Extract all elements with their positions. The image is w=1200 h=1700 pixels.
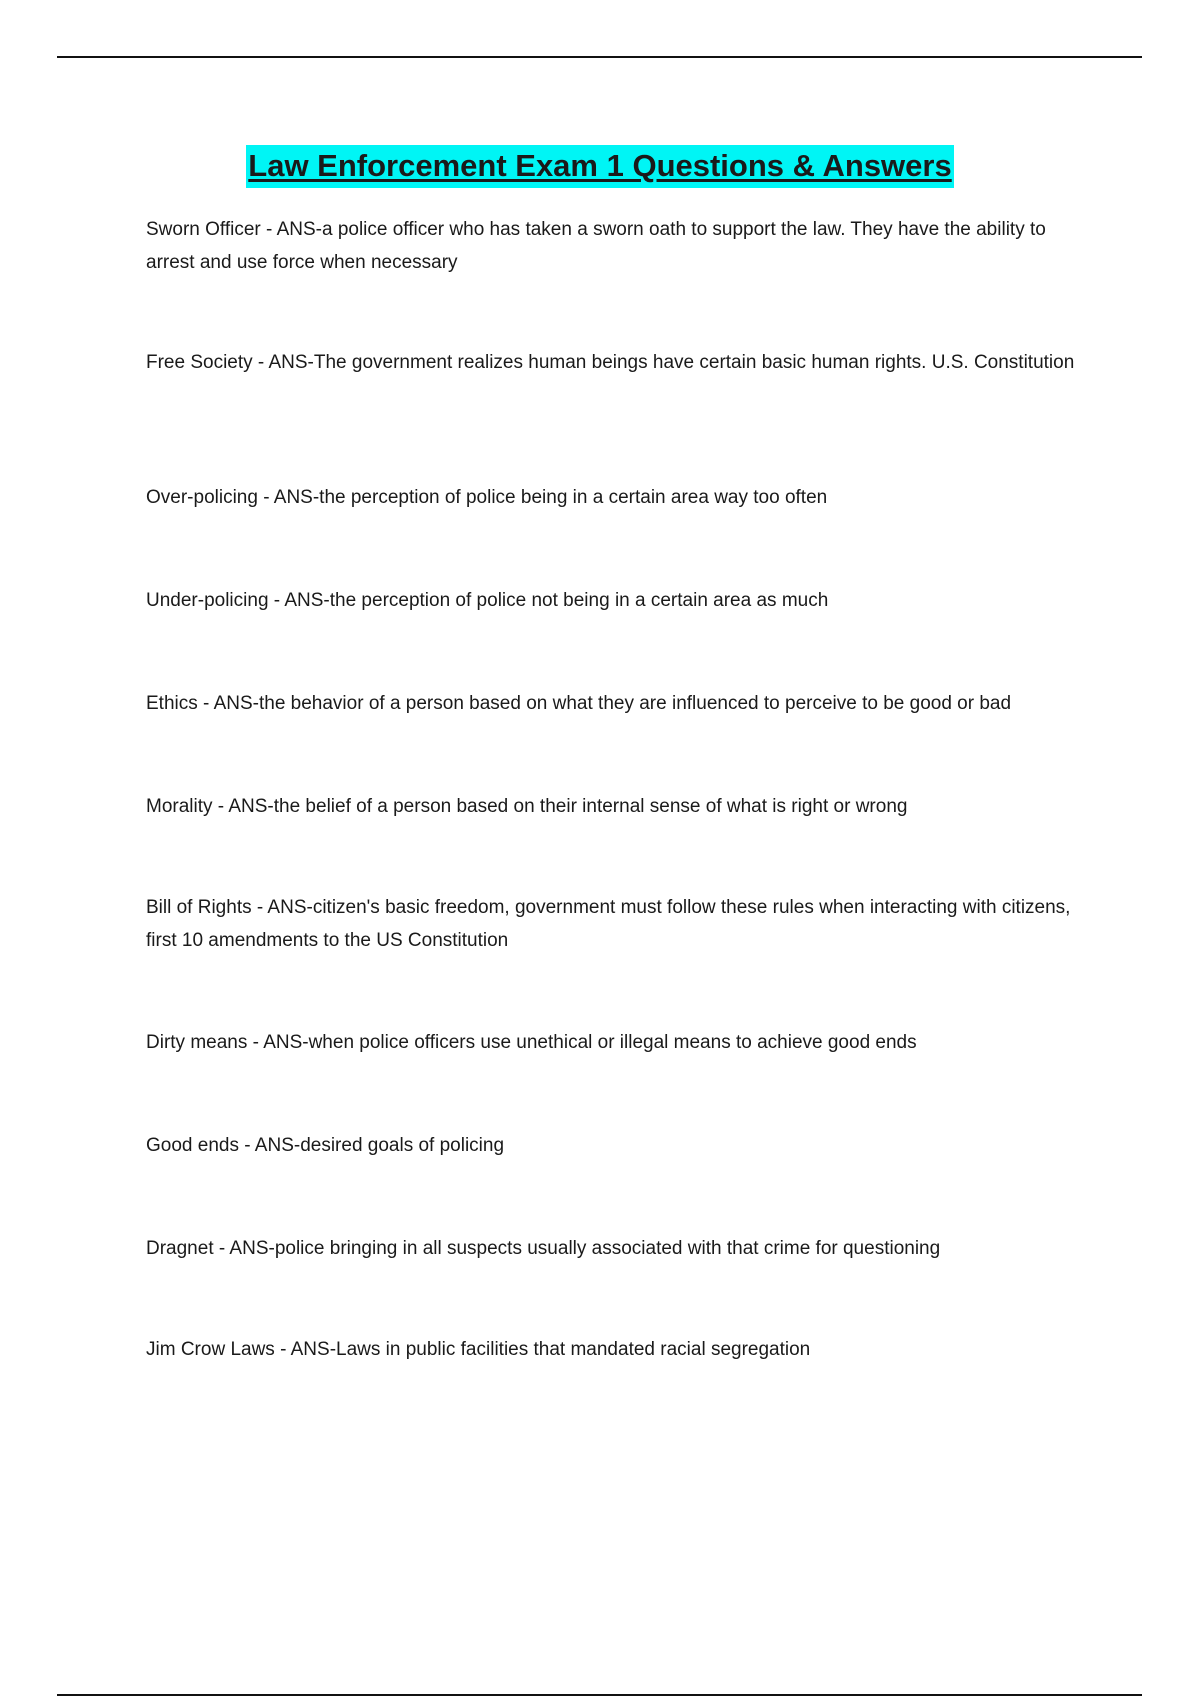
- entry-free-society: Free Society - ANS-The government realizes human beings have certain basic human rights. U.S. Constitution: [146, 352, 1075, 373]
- title-container: [0, 145, 1200, 188]
- entry-morality: Morality - ANS-the belief of a person based on their internal sense of what is right or wrong: [146, 796, 908, 817]
- entry-over-policing: Over-policing - ANS-the perception of police being in a certain area way too often: [146, 487, 828, 508]
- entry-ethics: Ethics - ANS-the behavior of a person based on what they are influenced to perceive to be good or bad: [146, 693, 1012, 714]
- entry-bill-of-rights: Bill of Rights - ANS-citizen's basic freedom, government must follow these rules when interacting with citizens, first 10 amendments to the US Constitution: [146, 897, 1071, 951]
- entry-sworn-officer: Sworn Officer - ANS-a police officer who has taken a sworn oath to support the law. They have the ability to arrest and use force when necessary: [146, 219, 1046, 273]
- entry-jim-crow-laws: Jim Crow Laws - ANS-Laws in public facilities that mandated racial segregation: [146, 1339, 811, 1360]
- entry-dragnet: Dragnet - ANS-police bringing in all suspects usually associated with that crime for questioning: [146, 1238, 941, 1259]
- header-rule: [57, 56, 1142, 58]
- entry-good-ends: Good ends - ANS-desired goals of policing: [146, 1135, 505, 1156]
- entry-under-policing: Under-policing - ANS-the perception of police not being in a certain area as much: [146, 590, 829, 611]
- footer-rule: [57, 1694, 1142, 1696]
- entry-dirty-means: Dirty means - ANS-when police officers use unethical or illegal means to achieve good ends: [146, 1032, 917, 1053]
- document-title: Law Enforcement Exam 1 Questions & Answers: [246, 145, 953, 188]
